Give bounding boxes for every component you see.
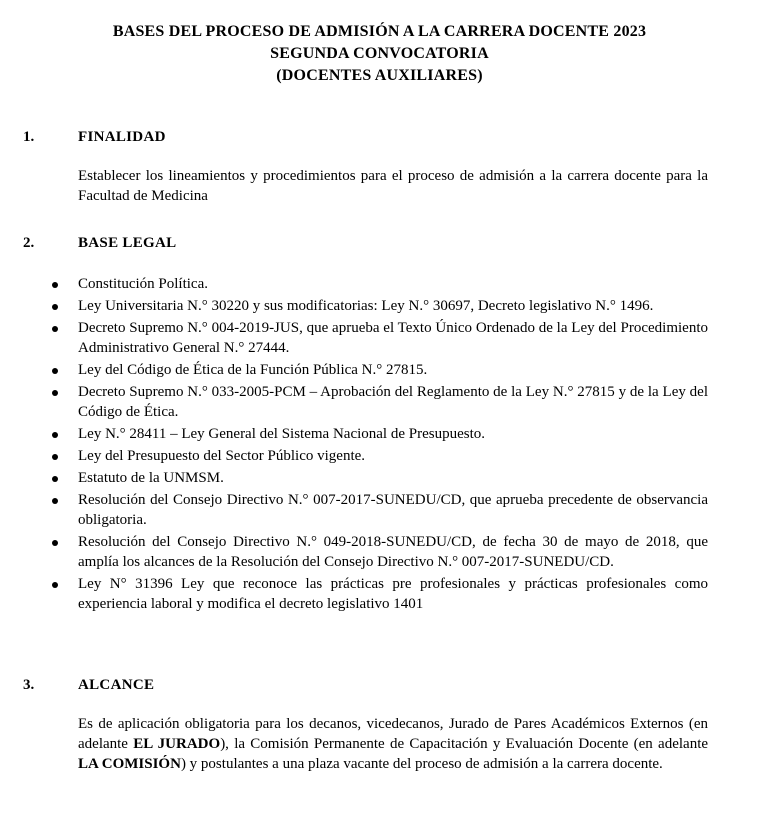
list-item-text: Constitución Política. (78, 276, 208, 292)
jurado-term: EL JURADO (133, 736, 221, 752)
list-item (52, 296, 708, 316)
list-item-text: Estatuto de la UNMSM. (78, 470, 224, 486)
section-2-heading: BASE LEGAL (78, 235, 177, 251)
list-item (52, 490, 708, 530)
list-item (52, 532, 708, 572)
bullet-icon (52, 432, 58, 438)
section-1-number: 1. (23, 129, 35, 145)
bullet-icon (52, 498, 58, 504)
bullet-icon (52, 304, 58, 310)
list-item (52, 574, 708, 614)
bullet-icon (52, 368, 58, 374)
list-item (52, 274, 708, 294)
list-item-text: Decreto Supremo N.° 033-2005-PCM – Aprobación del Reglamento de la Ley N.° 27815 y de la Ley del Código de Ética. (78, 384, 708, 420)
list-item (52, 360, 708, 380)
comision-term: LA COMISIÓN (78, 756, 181, 772)
document-title-line-1: BASES DEL PROCESO DE ADMISIÓN A LA CARRERA DOCENTE 2023 (112, 23, 647, 40)
section-3-number: 3. (23, 677, 35, 693)
list-item (52, 446, 708, 466)
bullet-icon (52, 390, 58, 396)
document-title-line-2: SEGUNDA CONVOCATORIA (270, 45, 489, 62)
section-3-body-text-2: ), la Comisión Permanente de Capacitación y Evaluación Docente (en adelante (220, 736, 709, 752)
bullet-icon (52, 540, 58, 546)
list-item (52, 468, 708, 488)
list-item-text: Resolución del Consejo Directivo N.° 007-2017-SUNEDU/CD, que aprueba precedente de observancia obligatoria. (78, 492, 708, 528)
legal-basis-list (52, 274, 712, 616)
bullet-icon (52, 326, 58, 332)
document-title-line-3: (DOCENTES AUXILIARES) (276, 67, 483, 84)
list-item-text: Ley del Código de Ética de la Función Pública N.° 27815. (78, 362, 428, 378)
section-3-body-text-1: Es de aplicación obligatoria para los decanos, vicedecanos, Jurado de Pares Académicos Externos (en adelante (78, 716, 708, 752)
bullet-icon (52, 476, 58, 482)
bullet-icon (52, 454, 58, 460)
section-3-body (78, 714, 708, 774)
section-2-number: 2. (23, 235, 35, 251)
list-item-text: Resolución del Consejo Directivo N.° 049-2018-SUNEDU/CD, de fecha 30 de mayo de 2018, que amplía los alcances de la Resolución del Consejo Directivo N.° 007-2017-SUNEDU/CD. (78, 534, 708, 570)
section-1-body: Establecer los lineamientos y procedimientos para el proceso de admisión a la carrera docente para la Facultad de Medicina (78, 168, 708, 204)
section-3-heading: ALCANCE (78, 677, 155, 693)
list-item (52, 382, 708, 422)
bullet-icon (52, 582, 58, 588)
list-item-text: Decreto Supremo N.° 004-2019-JUS, que aprueba el Texto Único Ordenado de la Ley del Procedimiento Administrativo General N.° 27444. (78, 320, 708, 356)
bullet-icon (52, 282, 58, 288)
list-item (52, 424, 708, 444)
list-item-text: Ley N° 31396 Ley que reconoce las prácticas pre profesionales y prácticas profesionales como experiencia laboral y modifica el decreto legislativo 1401 (78, 576, 708, 612)
list-item-text: Ley N.° 28411 – Ley General del Sistema Nacional de Presupuesto. (78, 426, 485, 442)
list-item-text: Ley del Presupuesto del Sector Público vigente. (78, 448, 366, 464)
list-item (52, 318, 708, 358)
section-1-heading: FINALIDAD (78, 129, 166, 145)
list-item-text: Ley Universitaria N.° 30220 y sus modificatorias: Ley N.° 30697, Decreto legislativo N.° 1496. (78, 298, 654, 314)
section-3-body-text-3: ) y postulantes a una plaza vacante del proceso de admisión a la carrera docente. (180, 756, 663, 772)
